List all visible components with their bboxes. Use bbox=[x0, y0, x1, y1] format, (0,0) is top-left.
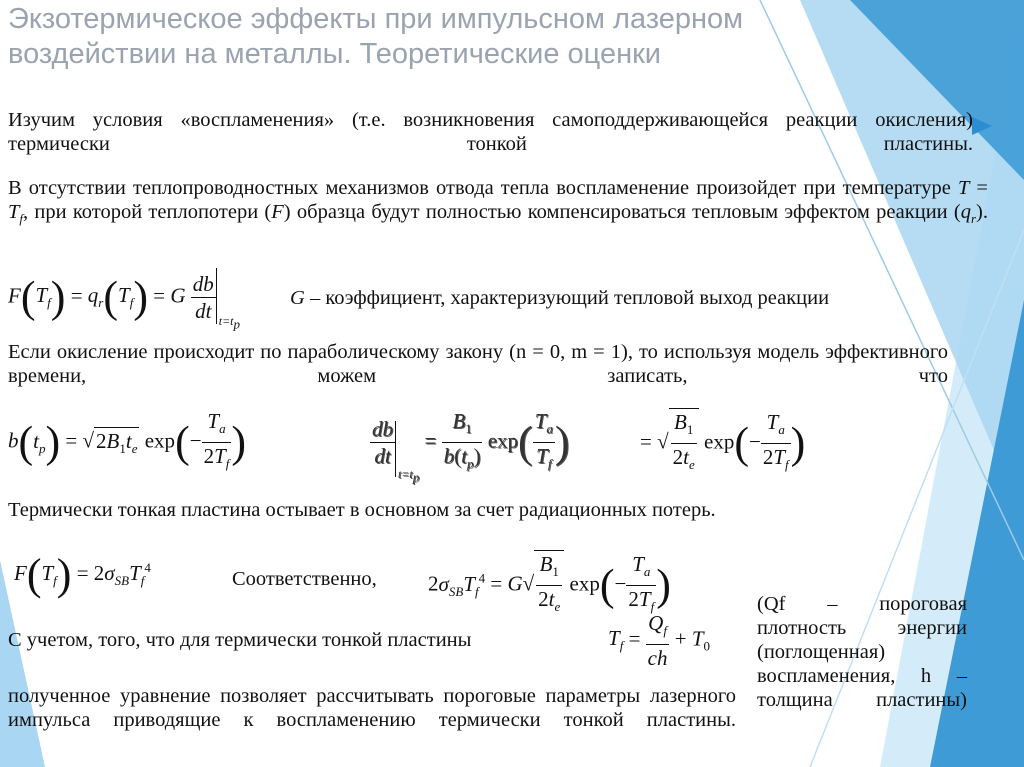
paragraph-conclusion: полученное уравнение позволяет рассчитывать пороговые параметры лазерного импульса приводящие к воспламенению термически тонкой пластины. bbox=[8, 685, 736, 731]
paragraph-thin-plate: С учетом, того, что для термически тонкой пластины bbox=[8, 629, 472, 651]
text-correspondingly: Соответственно, bbox=[232, 568, 377, 590]
paragraph-radiation: Термически тонкая пластина остывает в основном за счет радиационных потерь. bbox=[8, 499, 716, 521]
formula-ignition-condition: $2\sigma_{SB}T_f^4 = G√$ $\frac{B_1}{2t_e}$ exp(− $\frac{T_a}{2T_f}$ ) bbox=[428, 550, 671, 620]
paragraph-parabolic: Если окисление происходит по параболическому закону (n = 0, m = 1), то используя модель эффективного времени, можем записать, что bbox=[8, 341, 948, 387]
formula-radiation-loss: $F(T_f) = 2\sigma_{SB}T_f^4$ bbox=[14, 550, 151, 600]
formula-heat-balance: $F(T_f) = q_r(T_f) = G$ $\frac{db}{dt}$ $t=t_p$ bbox=[8, 268, 240, 324]
formula-db-dt-result: = √ $\frac{B_1}{2t_e}$ exp(− $\frac{T_a}{2T_f}$ ) bbox=[640, 408, 805, 478]
formula-b-tp: $b(t_p) = √2B_1t_e$ exp(− $\frac{T_a}{2T_f}$ ) bbox=[8, 409, 247, 472]
paragraph-intro: Изучим условия «воспламенения» (т.е. возникновения самоподдерживающейся реакции окисления) термически тонкой пластины. bbox=[8, 109, 973, 155]
slide-title: Экзотермическое эффекты при импульсном лазерном воздействии на металлы. Теоретические оценки bbox=[8, 3, 744, 70]
formula-db-dt: $\frac{db}{dt}$ $t=t_p$ = $\frac{B_1}{b(t_p)}$ exp( $\frac{T_a}{T_f}$ ) bbox=[372, 409, 570, 485]
paragraph-ignition: В отсутствии теплопроводностных механизмов отвода тепла воспламенение произойдет при температуре $T = T_f$, при которой теплопотери (F) образца будут полностью компенсироваться тепловым эффектом реакции $(q_r)$. bbox=[8, 177, 988, 227]
g-coefficient-note: G – коэффициент, характеризующий тепловой выход реакции bbox=[290, 287, 830, 309]
side-note: (Qf – пороговая плотность энергии (поглощенная) воспламенения, h – толщина пластины) bbox=[757, 593, 967, 711]
formula-tf: $T_f$ = $\frac{Q_f}{ch}$ + $T_0$ bbox=[608, 611, 711, 671]
